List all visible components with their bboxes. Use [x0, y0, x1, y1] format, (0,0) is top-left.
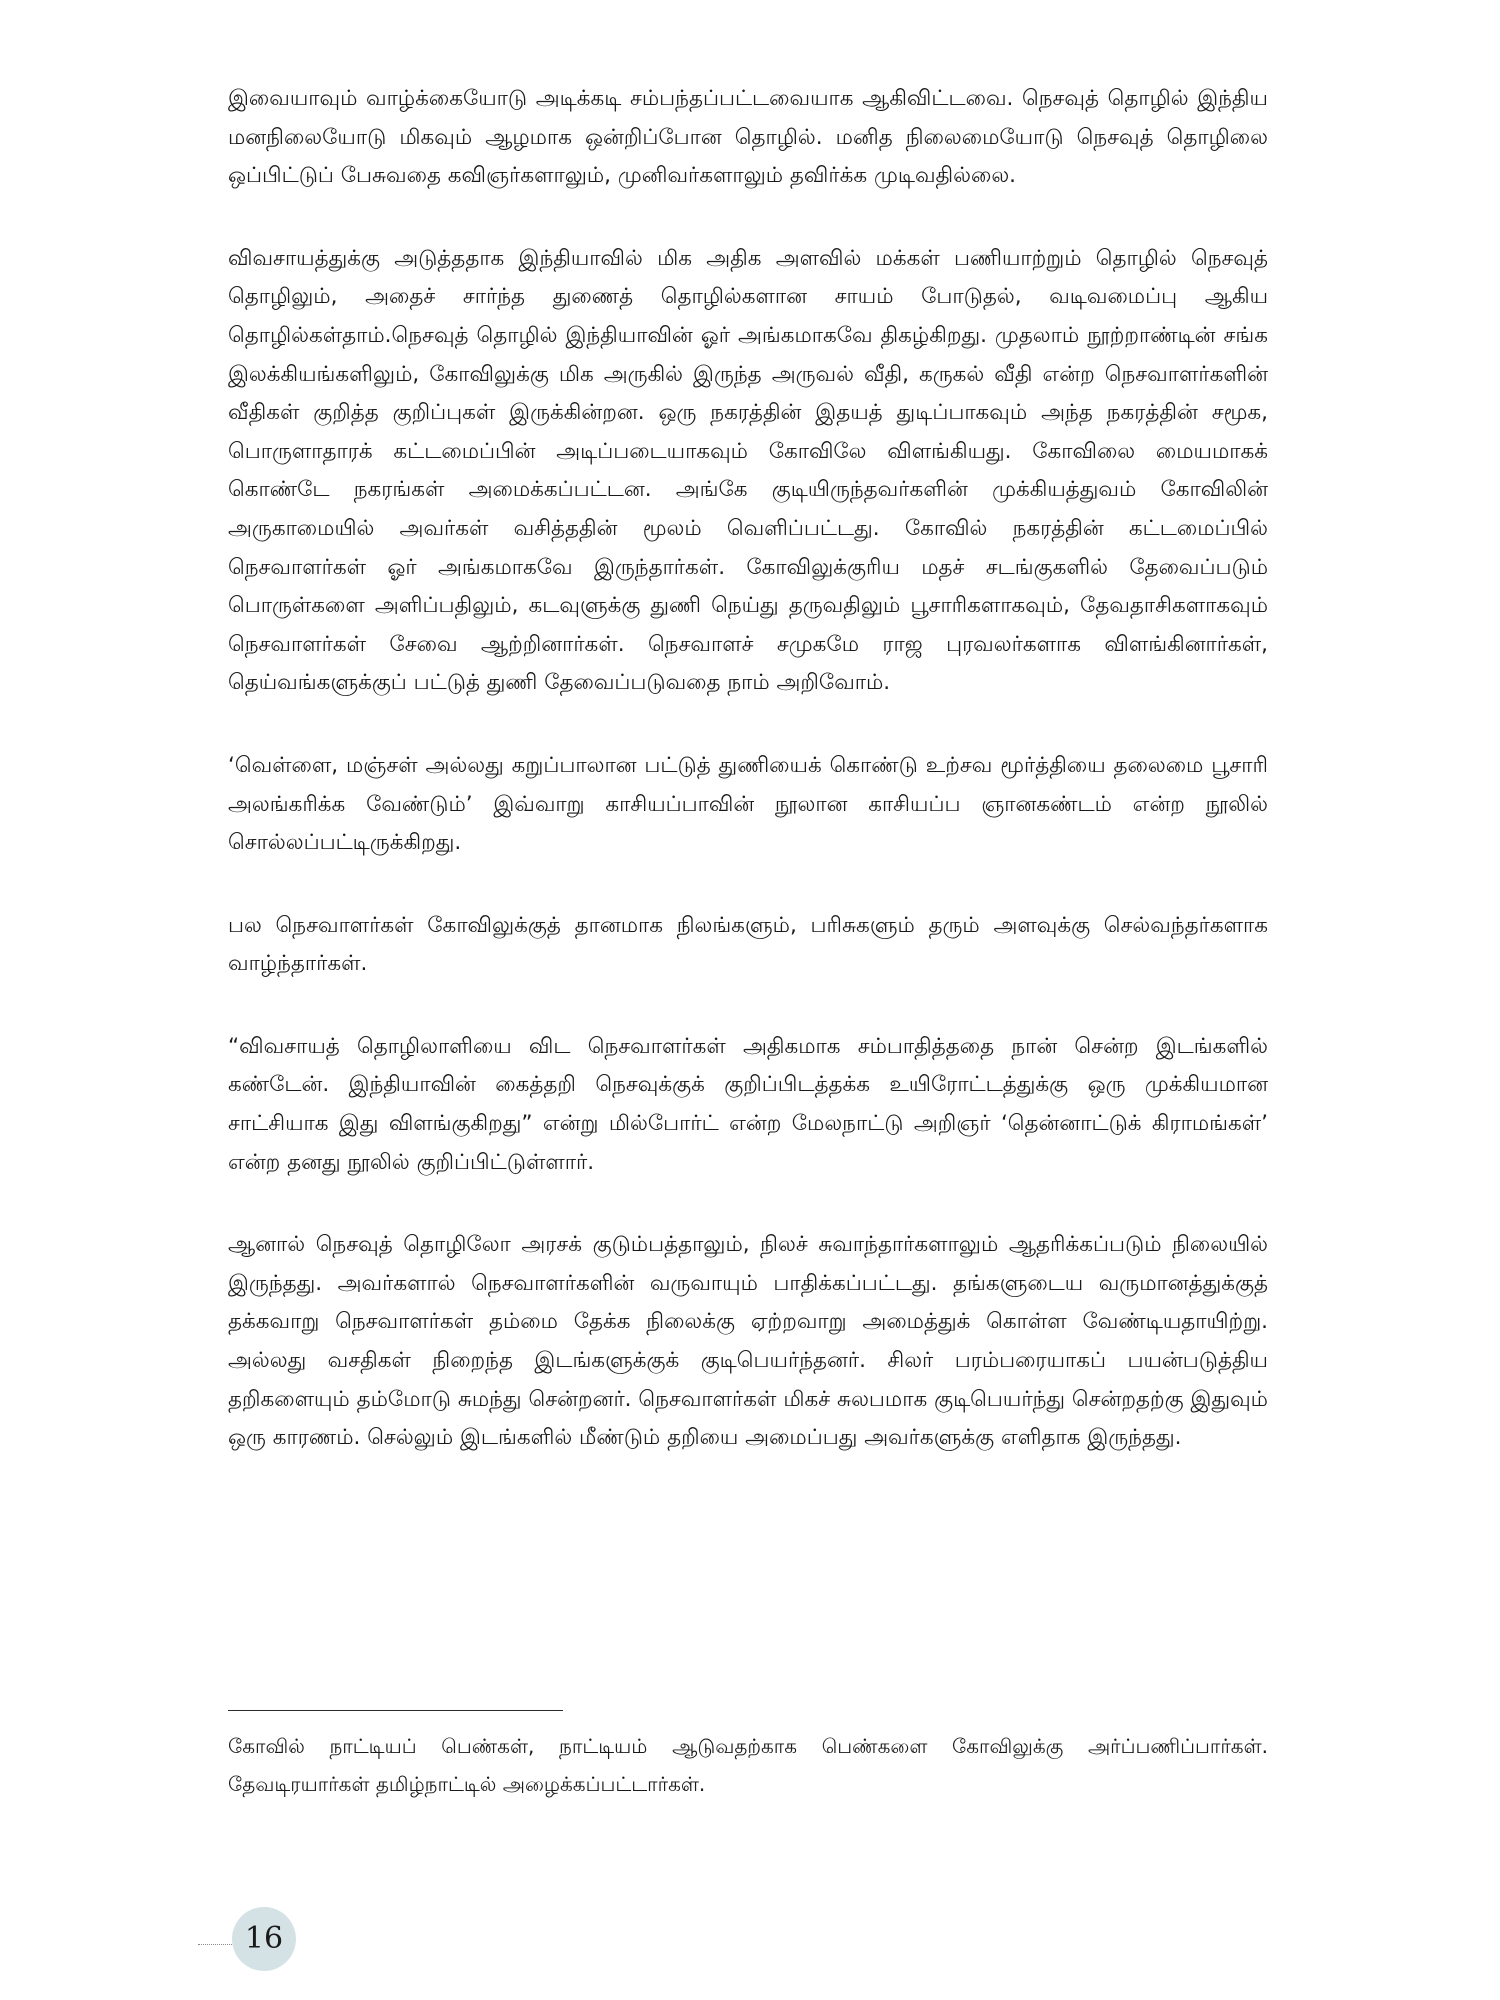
page-number: 16 [244, 1921, 284, 1956]
footnote: கோவில் நாட்டியப் பெண்கள், நாட்டியம் ஆடுவதற்காக பெண்களை கோவிலுக்கு அர்ப்பணிப்பார்கள். தேவடிரயார்கள் தமிழ்நாட்டில் அழைக்கப்பட்டார்கள். [228, 1734, 1268, 1796]
page-number-dotted-leader [198, 1944, 232, 1945]
paragraph-4: பல நெசவாளர்கள் கோவிலுக்குத் தானமாக நிலங்களும், பரிசுகளும் தரும் அளவுக்கு செல்வந்தர்களாக வாழ்ந்தார்கள். [228, 912, 1268, 977]
paragraph-3: ‘வெள்ளை, மஞ்சள் அல்லது கறுப்பாலான பட்டுத் துணியைக் கொண்டு உற்சவ மூர்த்தியை தலைமை பூசாரி அலங்கரிக்க வேண்டும்’ இவ்வாறு காசியப்பாவின் நூலான காசியப்ப ஞானகண்டம் என்ற நூலில் சொல்லப்பட்டிருக்கிறது. [228, 752, 1268, 856]
paragraph-1: இவையாவும் வாழ்க்கையோடு அடிக்கடி சம்பந்தப்பட்டவையாக ஆகிவிட்டவை. நெசவுத் தொழில் இந்திய மனநிலையோடு மிகவும் ஆழமாக ஒன்றிப்போன தொழில். மனித நிலைமையோடு நெசவுத் தொழிலை ஒப்பிட்டுப் பேசுவதை கவிஞர்களாலும், முனிவர்களாலும் தவிர்க்க முடிவதில்லை. [228, 86, 1268, 189]
paragraph-2: விவசாயத்துக்கு அடுத்ததாக இந்தியாவில் மிக அதிக அளவில் மக்கள் பணியாற்றும் தொழில் நெசவுத் தொழிலும், அதைச் சார்ந்த துணைத் தொழில்களான சாயம் போடுதல், வடிவமைப்பு ஆகிய தொழில்கள்தாம்.நெசவுத் தொழில் இந்தியாவின் ஓர் அங்கமாகவே திகழ்கிறது. முதலாம் நூற்றாண்டின் சங்க இலக்கியங்களிலும், கோவிலுக்கு மிக அருகில் இருந்த அருவல் வீதி, கருகல் வீதி என்ற நெசவாளர்களின் வீதிகள் குறித்த குறிப்புகள் இருக்கின்றன. ஒரு நகரத்தின் இதயத் துடிப்பாகவும் அந்த நகரத்தின் சமூக, பொருளாதாரக் கட்டமைப்பின் அடிப்படையாகவும் கோவிலே விளங்கியது. கோவிலை மையமாகக் கொண்டே நகரங்கள் அமைக்கப்பட்டன. அங்கே குடியிருந்தவர்களின் முக்கியத்துவம் கோவிலின் அருகாமையில் அவர்கள் வசித்ததின் மூலம் வெளிப்பட்டது. கோவில் நகரத்தின் கட்டமைப்பில் நெசவாளர்கள் ஓர் அங்கமாகவே இருந்தார்கள். கோவிலுக்குரிய மதச் சடங்குகளில் தேவைப்படும் பொருள்களை அளிப்பதிலும், கடவுளுக்கு துணி நெய்து தருவதிலும் பூசாரிகளாகவும், தேவதாசிகளாகவும் நெசவாளர்கள் சேவை ஆற்றினார்கள். நெசவாளச் சமுகமே ராஜ புரவலர்களாக விளங்கினார்கள், தெய்வங்களுக்குப் பட்டுத் துணி தேவைப்படுவதை நாம் அறிவோம். [228, 245, 1268, 696]
footnote-divider [228, 1710, 563, 1711]
body-text [228, 80, 1268, 1502]
page-number-badge [232, 1907, 296, 1971]
paragraph-6: ஆனால் நெசவுத் தொழிலோ அரசக் குடும்பத்தாலும், நிலச் சுவாந்தார்களாலும் ஆதரிக்கப்படும் நிலையில் இருந்தது. அவர்களால் நெசவாளர்களின் வருவாயும் பாதிக்கப்பட்டது. தங்களுடைய வருமானத்துக்குத் தக்கவாறு நெசவாளர்கள் தம்மை தேக்க நிலைக்கு ஏற்றவாறு அமைத்துக் கொள்ள வேண்டியதாயிற்று. அல்லது வசதிகள் நிறைந்த இடங்களுக்குக் குடிபெயர்ந்தனர். சிலர் பரம்பரையாகப் பயன்படுத்திய தறிகளையும் தம்மோடு சுமந்து சென்றனர். நெசவாளர்கள் மிகச் சுலபமாக குடிபெயர்ந்து சென்றதற்கு இதுவும் ஒரு காரணம். செல்லும் இடங்களில் மீண்டும் தறியை அமைப்பது அவர்களுக்கு எளிதாக இருந்தது. [228, 1232, 1268, 1451]
paragraph-5: “விவசாயத் தொழிலாளியை விட நெசவாளர்கள் அதிகமாக சம்பாதித்ததை நான் சென்ற இடங்களில் கண்டேன். இந்தியாவின் கைத்தறி நெசவுக்குக் குறிப்பிடத்தக்க உயிரோட்டத்துக்கு ஒரு முக்கியமான சாட்சியாக இது விளங்குகிறது” என்று மில்போர்ட் என்ற மேலநாட்டு அறிஞர் ‘தென்னாட்டுக் கிராமங்கள்’ என்ற தனது நூலில் குறிப்பிட்டுள்ளார். [228, 1033, 1268, 1175]
